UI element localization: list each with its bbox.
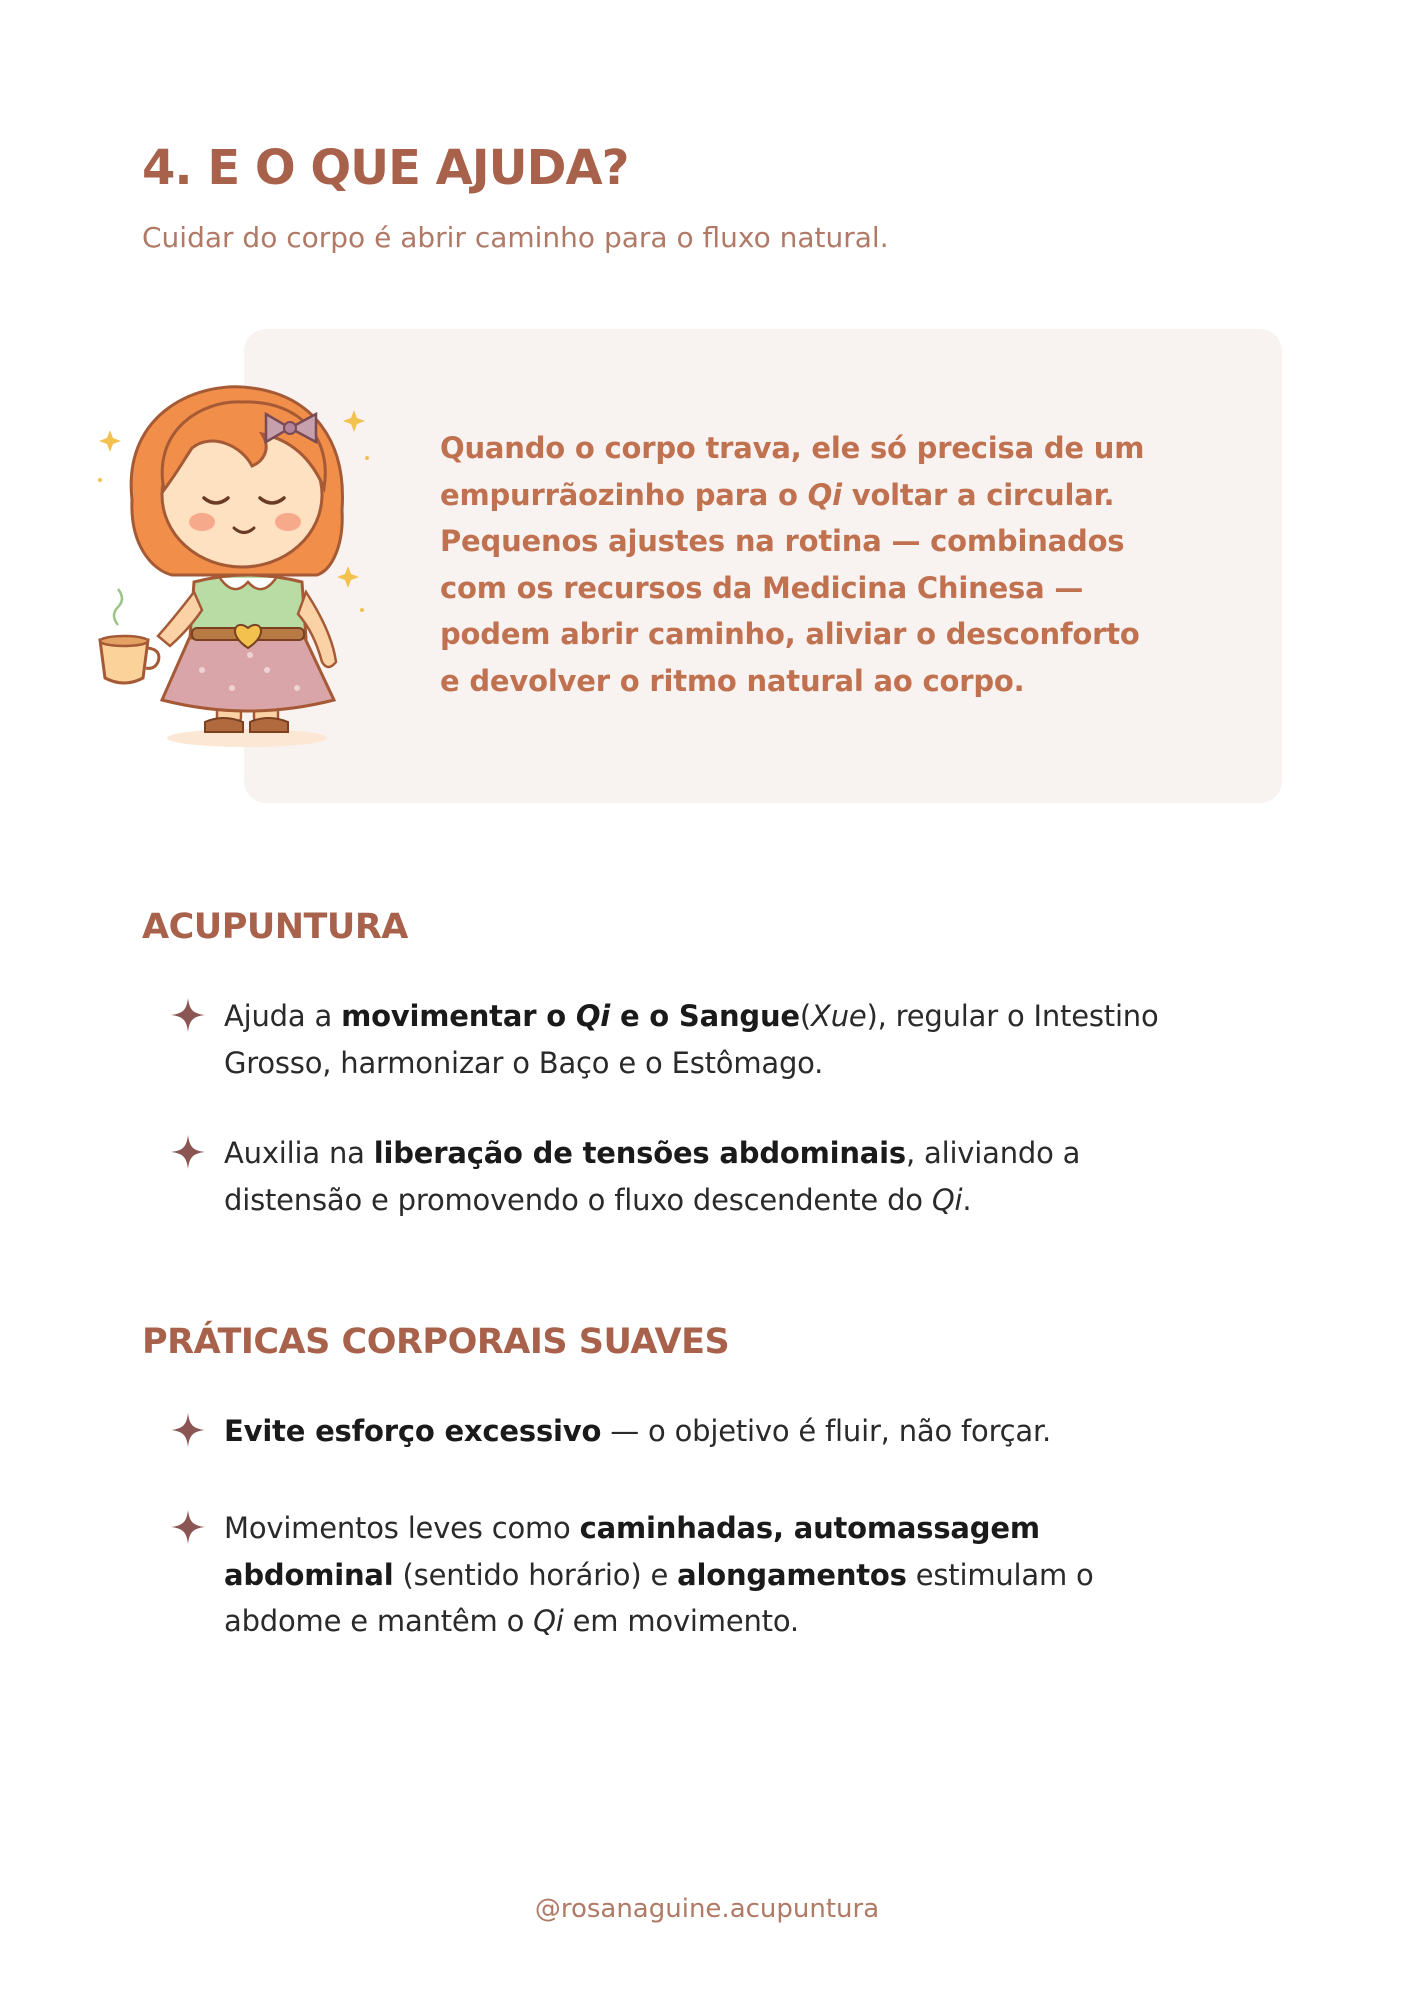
page-subtitle: Cuidar do corpo é abrir caminho para o fluxo natural. [142, 221, 889, 254]
list-item-text: Evite esforço excessivo — o objetivo é fluir, não forçar. [224, 1414, 1052, 1448]
intro-line: Pequenos ajustes na rotina — combinados [440, 524, 1125, 558]
intro-line: empurrãozinho para o Qi voltar a circular. [440, 477, 1115, 512]
sparkle-star-icon [170, 1134, 206, 1170]
girl-with-tea-illustration [92, 370, 382, 750]
intro-paragraph [440, 425, 1230, 704]
list-item-text: Ajuda a movimentar o Qi e o Sangue(Xue), regular o Intestino Grosso, harmonizar o Baço e o Estômago. [224, 999, 1159, 1080]
list-item-text: Movimentos leves como caminhadas, automassagem abdominal (sentido horário) e alongamentos estimulam o abdome e mantêm o Qi em movimento. [224, 1511, 1094, 1638]
section-heading-acupuntura: ACUPUNTURA [142, 907, 408, 947]
page-title: 4. E O QUE AJUDA? [142, 140, 629, 196]
intro-line: e devolver o ritmo natural ao corpo. [440, 663, 1025, 698]
intro-line: Quando o corpo trava, ele só precisa de um [440, 431, 1145, 465]
section-heading-praticas: PRÁTICAS CORPORAIS SUAVES [142, 1322, 730, 1362]
intro-line: podem abrir caminho, aliviar o desconforto [440, 617, 1140, 651]
intro-line: com os recursos da Medicina Chinesa — [440, 570, 1084, 605]
footer-handle: @rosanaguine.acupuntura [534, 1894, 880, 1924]
list-item-text: Auxilia na liberação de tensões abdominais, aliviando a distensão e promovendo o fluxo descendente do Qi. [224, 1136, 1081, 1217]
sparkle-star-icon [170, 1509, 206, 1545]
sparkle-star-icon [170, 997, 206, 1033]
sparkle-star-icon [170, 1412, 206, 1448]
